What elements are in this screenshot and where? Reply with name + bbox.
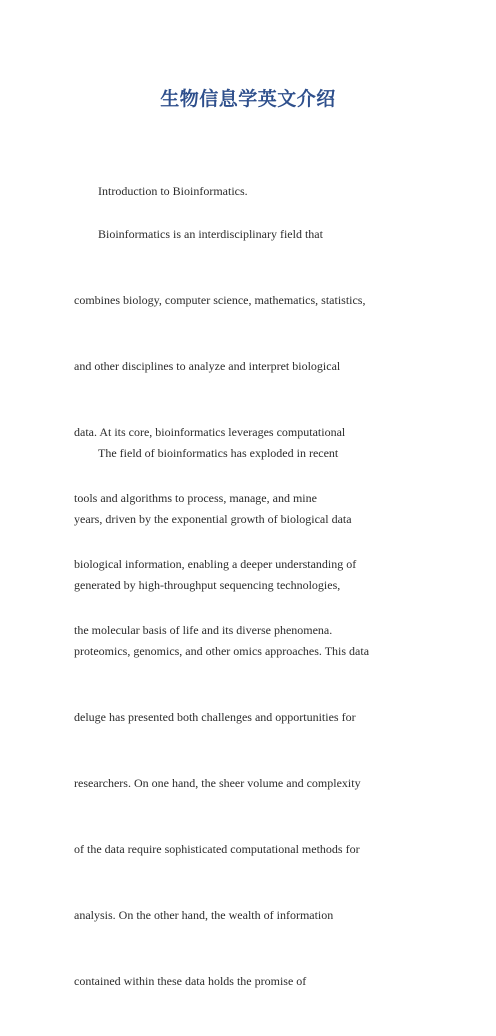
paragraph-2-line: deluge has presented both challenges and opportunities for: [74, 710, 356, 724]
paragraph-1-line: the molecular basis of life and its diverse phenomena.: [74, 623, 333, 637]
document-title: 生物信息学英文介绍: [160, 88, 336, 110]
paragraph-2-line: years, driven by the exponential growth of biological data: [74, 512, 352, 526]
paragraph-1-line: tools and algorithms to process, manage, and mine: [74, 491, 317, 505]
paragraph-2-line: analysis. On the other hand, the wealth of information: [74, 908, 334, 922]
paragraph-2-line: of the data require sophisticated computational methods for: [74, 842, 360, 856]
paragraph-2: [74, 398, 434, 1036]
subtitle-line: Introduction to Bioinformatics.: [98, 184, 248, 198]
paragraph-2-line: generated by high-throughput sequencing technologies,: [74, 578, 341, 592]
paragraph-2-line: proteomics, genomics, and other omics approaches. This data: [74, 644, 370, 658]
paragraph-1-line: combines biology, computer science, mathematics, statistics,: [74, 293, 366, 307]
paragraph-1-line: biological information, enabling a deeper understanding of: [74, 557, 357, 571]
paragraph-2-line: The field of bioinformatics has exploded in recent: [98, 446, 339, 460]
paragraph-1-line: data. At its core, bioinformatics leverages computational: [74, 425, 346, 439]
paragraph-1-line: Bioinformatics is an interdisciplinary field that: [98, 227, 323, 241]
paragraph-2-line: researchers. On one hand, the sheer volume and complexity: [74, 776, 361, 790]
paragraph-1-line: and other disciplines to analyze and interpret biological: [74, 359, 341, 373]
paragraph-2-line: contained within these data holds the promise of: [74, 974, 307, 988]
